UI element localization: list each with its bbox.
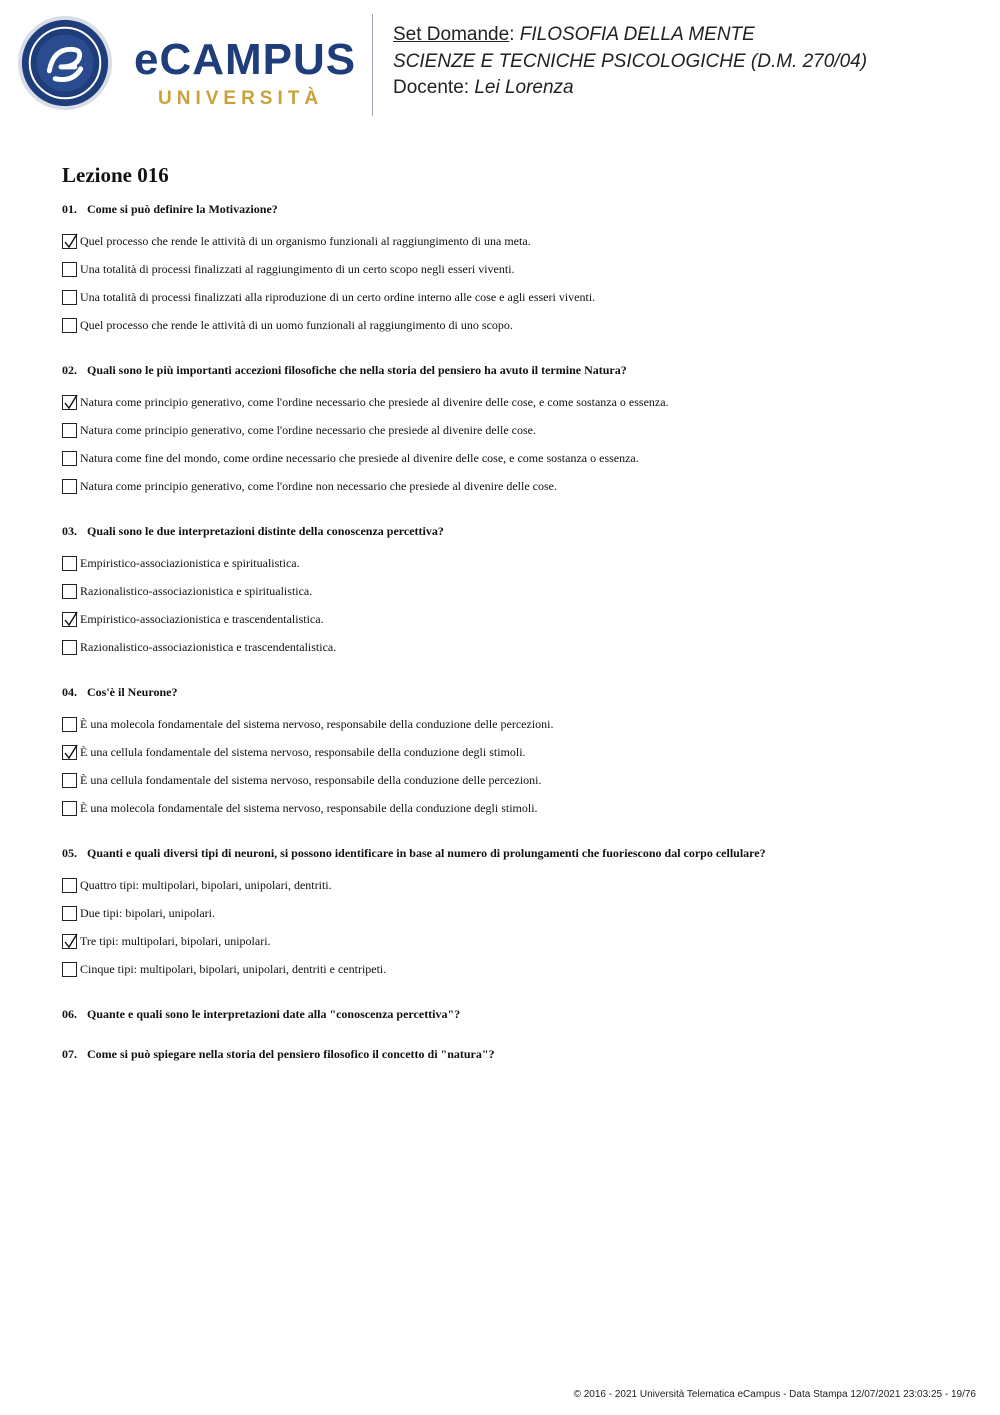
question-number: 03.: [62, 524, 77, 538]
answer-option: [62, 416, 962, 444]
checkmark-icon: [63, 233, 78, 249]
empty-checkbox: [62, 556, 77, 571]
answer-text: Natura come principio generativo, come l'ordine necessario che presiede al divenire delle cose.: [80, 422, 536, 437]
empty-checkbox: [62, 717, 77, 732]
lesson-title: Lezione 016: [62, 163, 169, 187]
docente-line: [393, 75, 867, 102]
answer-text: Empiristico-associazionistica e spiritualistica.: [80, 555, 300, 570]
answer-text: Quel processo che rende le attività di un organismo funzionali al raggiungimento di una meta.: [80, 233, 531, 248]
header-info: [393, 22, 867, 102]
answer-option: [62, 955, 962, 983]
answer-option: [62, 549, 962, 577]
answer-text: Una totalità di processi finalizzati al raggiungimento di un certo scopo negli esseri viventi.: [80, 261, 515, 276]
question-text: [62, 1045, 962, 1063]
empty-checkbox: [62, 262, 77, 277]
answer-text: È una cellula fondamentale del sistema nervoso, responsabile della conduzione degli stimoli.: [80, 744, 526, 759]
answer-text: Natura come principio generativo, come l'ordine non necessario che presiede al divenire delle cose.: [80, 478, 557, 493]
answer-option: [62, 388, 962, 416]
question-text: [62, 200, 962, 218]
checked-checkbox: [62, 612, 77, 627]
empty-checkbox: [62, 423, 77, 438]
checked-checkbox: [62, 745, 77, 760]
answer-option: [62, 871, 962, 899]
checkmark-icon: [63, 611, 78, 627]
answer-list: [62, 388, 962, 500]
answer-text: Natura come principio generativo, come l'ordine necessario che presiede al divenire delle cose, e come sostanza o essenza.: [80, 394, 669, 409]
ecampus-wordmark: eCAMPUS: [134, 35, 357, 84]
checkmark-icon: [63, 744, 78, 760]
empty-checkbox: [62, 451, 77, 466]
document-header: [0, 0, 1000, 130]
questions-content: [62, 160, 962, 1085]
answer-text: È una cellula fondamentale del sistema nervoso, responsabile della conduzione delle percezioni.: [80, 772, 542, 787]
question-number: 06.: [62, 1007, 77, 1021]
answer-text: Natura come fine del mondo, come ordine necessario che presiede al divenire delle cose, e come sostanza o essenza.: [80, 450, 639, 465]
answer-option: [62, 444, 962, 472]
ecampus-seal-logo: [16, 14, 114, 112]
answer-text: Razionalistico-associazionistica e spiritualistica.: [80, 583, 313, 598]
empty-checkbox: [62, 962, 77, 977]
answer-option: [62, 633, 962, 661]
question-number: 01.: [62, 202, 77, 216]
answer-option: [62, 283, 962, 311]
answer-text: Una totalità di processi finalizzati alla riproduzione di un certo ordine interno alle cose e agli esseri viventi.: [80, 289, 596, 304]
answer-text: Quel processo che rende le attività di un uomo funzionali al raggiungimento di uno scopo.: [80, 317, 513, 332]
question-number: 02.: [62, 363, 77, 377]
answer-list: [62, 549, 962, 661]
checked-checkbox: [62, 934, 77, 949]
question-text: [62, 1005, 962, 1023]
page-footer: © 2016 - 2021 Università Telematica eCampus - Data Stampa 12/07/2021 23:03:25 - 19/76: [573, 1389, 976, 1400]
checked-checkbox: [62, 234, 77, 249]
course-line: [393, 49, 867, 76]
question-number: 04.: [62, 685, 77, 699]
set-line: Set Domande: FILOSOFIA DELLA MENTE: [393, 24, 755, 45]
answer-text: Razionalistico-associazionistica e trascendentalistica.: [80, 639, 337, 654]
answer-list: [62, 871, 962, 983]
empty-checkbox: [62, 479, 77, 494]
empty-checkbox: [62, 878, 77, 893]
empty-checkbox: [62, 290, 77, 305]
docente-label: Docente:: [393, 77, 470, 98]
answer-option: [62, 738, 962, 766]
question-text: [62, 361, 962, 379]
universita-wordmark: UNIVERSITÀ: [158, 88, 324, 109]
question-label: Cos'è il Neurone?: [87, 685, 178, 699]
answer-list: [62, 710, 962, 822]
answer-option: [62, 227, 962, 255]
answer-option: [62, 311, 962, 339]
checked-checkbox: [62, 395, 77, 410]
empty-checkbox: [62, 584, 77, 599]
question-label: Quali sono le più importanti accezioni filosofiche che nella storia del pensiero ha avuto il termine Natura?: [87, 363, 627, 377]
answer-option: [62, 710, 962, 738]
answer-option: [62, 577, 962, 605]
question-list: [62, 200, 962, 1063]
question-text: [62, 522, 962, 540]
answer-option: [62, 766, 962, 794]
set-label: Set Domande: [393, 24, 510, 45]
docente-name: Lei Lorenza: [474, 77, 574, 98]
empty-checkbox: [62, 906, 77, 921]
set-title: FILOSOFIA DELLA MENTE: [519, 24, 755, 45]
question-label: Come si può definire la Motivazione?: [87, 202, 278, 216]
checkmark-icon: [63, 394, 78, 410]
answer-list: [62, 227, 962, 339]
answer-option: [62, 605, 962, 633]
question-number: 05.: [62, 846, 77, 860]
answer-text: Due tipi: bipolari, unipolari.: [80, 905, 215, 920]
checkmark-icon: [63, 933, 78, 949]
question-label: Quante e quali sono le interpretazioni date alla "conoscenza percettiva"?: [87, 1007, 461, 1021]
course-name: SCIENZE E TECNICHE PSICOLOGICHE (D.M. 270/04): [393, 50, 868, 72]
answer-option: [62, 927, 962, 955]
answer-option: [62, 255, 962, 283]
question-label: Come si può spiegare nella storia del pensiero filosofico il concetto di "natura"?: [87, 1047, 495, 1061]
question-number: 07.: [62, 1047, 77, 1061]
empty-checkbox: [62, 318, 77, 333]
empty-checkbox: [62, 801, 77, 816]
empty-checkbox: [62, 773, 77, 788]
header-divider: [372, 14, 373, 116]
question-label: Quanti e quali diversi tipi di neuroni, si possono identificare in base al numero di prolungamenti che fuoriescono dal corpo cellulare?: [87, 846, 766, 860]
answer-text: Empiristico-associazionistica e trascendentalistica.: [80, 611, 324, 626]
answer-option: [62, 472, 962, 500]
question-text: [62, 683, 962, 701]
answer-text: Cinque tipi: multipolari, bipolari, unipolari, dentriti e centripeti.: [80, 961, 387, 976]
question-label: Quali sono le due interpretazioni distinte della conoscenza percettiva?: [87, 524, 444, 538]
answer-text: Quattro tipi: multipolari, bipolari, unipolari, dentriti.: [80, 877, 332, 892]
empty-checkbox: [62, 640, 77, 655]
answer-text: È una molecola fondamentale del sistema nervoso, responsabile della conduzione delle percezioni.: [80, 716, 554, 731]
answer-text: È una molecola fondamentale del sistema nervoso, responsabile della conduzione degli stimoli.: [80, 800, 538, 815]
answer-option: [62, 794, 962, 822]
answer-text: Tre tipi: multipolari, bipolari, unipolari.: [80, 933, 271, 948]
answer-option: [62, 899, 962, 927]
question-text: [62, 844, 962, 862]
